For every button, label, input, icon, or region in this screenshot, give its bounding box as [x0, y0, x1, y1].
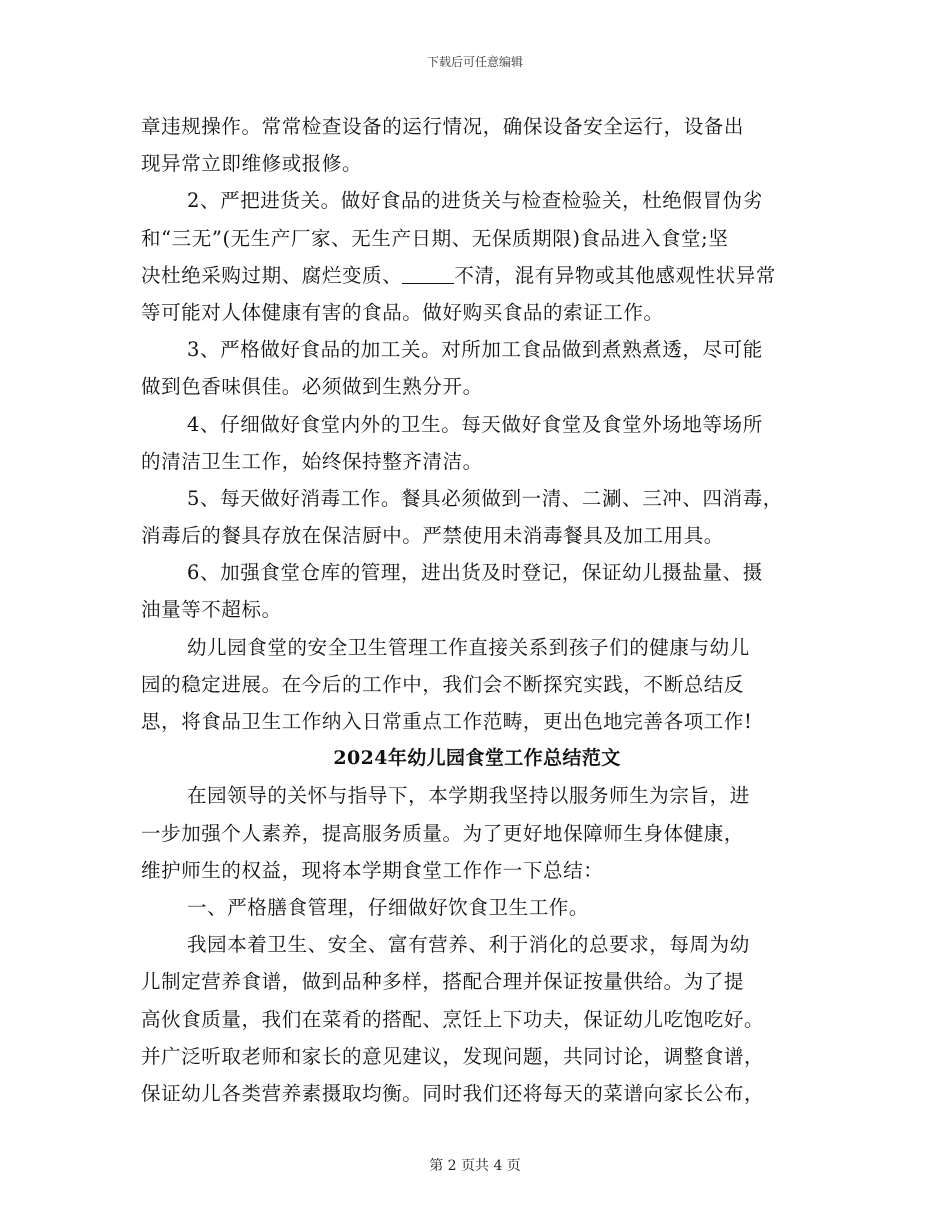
- text-line: 等可能对人体健康有害的食品。做好购买食品的索证工作。: [141, 300, 664, 324]
- text-line: 3、严格做好食品的加工关。对所加工食品做到煮熟煮透，尽可能: [187, 338, 763, 362]
- text-line: 和“三无”(无生产厂家、无生产日期、无保质期限)食品进入食堂;坚: [141, 226, 729, 250]
- text-segment: 决杜绝采购过期、腐烂变质、: [141, 263, 403, 287]
- text-line: 4、仔细做好食堂内外的卫生。每天做好食堂及食堂外场地等场所: [187, 412, 763, 436]
- text-line: 6、加强食堂仓库的管理，进出货及时登记，保证幼儿摄盐量、摄: [187, 561, 763, 585]
- text-line: 我园本着卫生、安全、富有营养、利于消化的总要求，每周为幼: [187, 933, 750, 957]
- text-line: 园的稳定进展。在今后的工作中，我们会不断探究实践，不断总结反: [141, 672, 745, 696]
- page-header: 下载后可任意编辑: [426, 55, 523, 69]
- text-line: 一、严格膳食管理，仔细做好饮食卫生工作。: [187, 895, 590, 919]
- text-line: 维护师生的权益，现将本学期食堂工作作一下总结：: [141, 858, 604, 882]
- text-line: 一步加强个人素养，提高服务质量。为了更好地保障师生身体健康，: [141, 821, 745, 845]
- section-heading: 2024年幼儿园食堂工作总结范文: [333, 747, 621, 770]
- text-segment: 不清，混有异物或其他感观性状异常: [454, 263, 776, 287]
- text-line: 保证幼儿各类营养素摄取均衡。同时我们还将每天的菜谱向家长公布，: [141, 1081, 765, 1105]
- text-line: 油量等不超标。: [141, 598, 282, 622]
- fill-in-blank: [402, 265, 454, 284]
- text-line: 做到色香味俱佳。必须做到生熟分开。: [141, 375, 483, 399]
- text-line: 的清洁卫生工作，始终保持整齐清洁。: [141, 449, 483, 473]
- text-line: 儿制定营养食谱，做到品种多样，搭配合理并保证按量供给。为了提: [141, 970, 745, 994]
- text-line: 2、严把进货关。做好食品的进货关与检查检验关，杜绝假冒伪劣: [187, 189, 763, 213]
- text-line: 5、每天做好消毒工作。餐具必须做到一清、二涮、三冲、四消毒，: [187, 486, 783, 510]
- text-line: 幼儿园食堂的安全卫生管理工作直接关系到孩子们的健康与幼儿: [187, 635, 750, 659]
- text-line-with-blank: [141, 257, 813, 294]
- page-footer: 第 2 页共 4 页: [429, 1158, 521, 1174]
- text-line: 思，将食品卫生工作纳入日常重点工作范畴，更出色地完善各项工作!: [141, 710, 753, 733]
- text-line: 消毒后的餐具存放在保洁厨中。严禁使用未消毒餐具及加工用具。: [141, 524, 724, 548]
- text-line: 高伙食质量，我们在菜肴的搭配、烹饪上下功夫，保证幼儿吃饱吃好。: [141, 1007, 765, 1031]
- document-body: [141, 108, 813, 1112]
- text-line: 并广泛听取老师和家长的意见建议，发现问题，共同讨论，调整食谱，: [141, 1044, 765, 1068]
- text-line: 章违规操作。常常检查设备的运行情况，确保设备安全运行，设备出: [141, 115, 745, 138]
- text-line: 在园领导的关怀与指导下，本学期我坚持以服务师生为宗旨，进: [187, 784, 750, 808]
- text-line: 现异常立即维修或报修。: [141, 152, 363, 176]
